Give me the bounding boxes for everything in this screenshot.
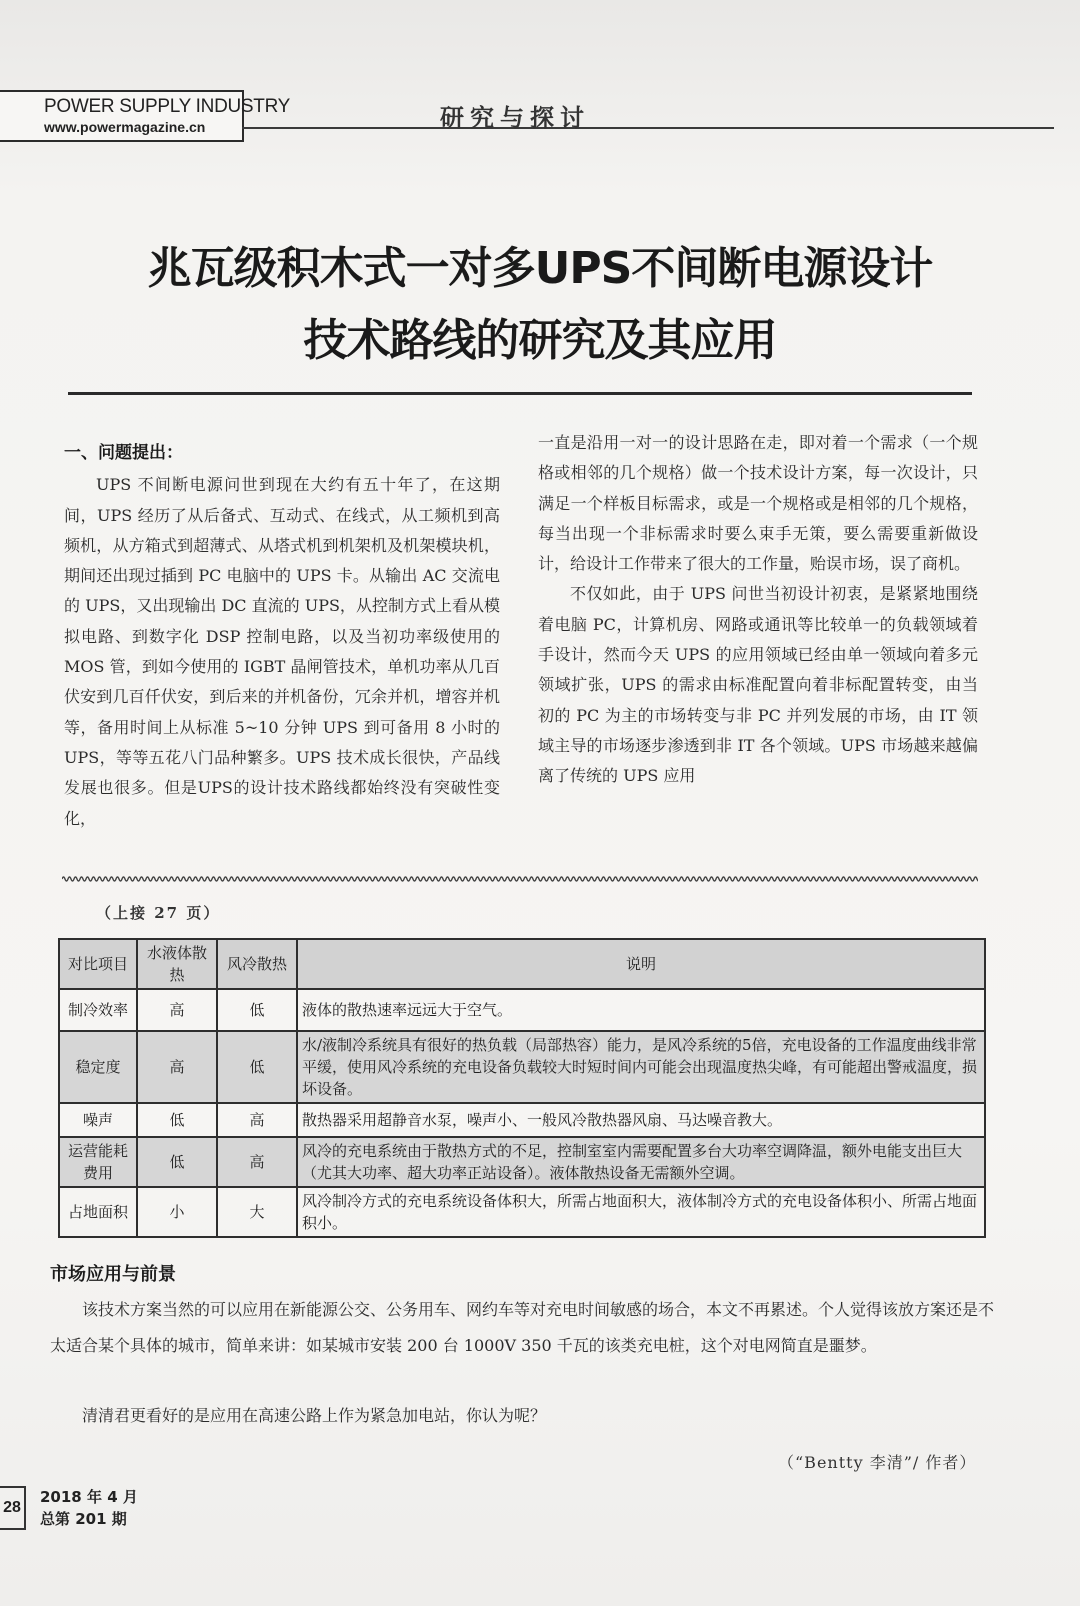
magazine-website: www.powermagazine.cn <box>44 119 206 135</box>
left-paragraph: UPS 不间断电源问世到现在大约有五十年了，在这期间，UPS 经历了从后备式、互动式、在线式，从工频机到高频机，从方箱式到超薄式、从塔式机到机架机及机架模块机，期间还出现过插到 PC 电脑中的 UPS 卡。从输出 AC 交流电的 UPS，又出现输出 DC 直流的 UPS，从控制方式上看从模拟电路、到数字化 DSP 控制电路，以及当初功率级使用的 MOS 管，到如今使用的 IGBT 晶闸管技术，单机功率从几百伏安到几百仟伏安，到后来的并机备份，冗余并机，增容并机等，备用时间上从标准 5~10 分钟 UPS 到可备用 8 小时的 UPS，等等五花八门品种繁多。UPS 技术成长很快，产品线发展也很多。但是UPS的设计技术路线都始终没有突破性变化， <box>64 475 500 828</box>
comparison-table <box>58 938 986 1238</box>
table-cell-air: 低 <box>217 1031 297 1103</box>
left-column <box>64 438 500 834</box>
market-paragraph-2 <box>50 1398 994 1434</box>
table-row <box>59 1137 985 1187</box>
issue-number: 总第 201 期 <box>40 1510 127 1528</box>
article-title-line1: 兆瓦级积木式一对多UPS不间断电源设计 <box>147 243 933 294</box>
table-header-air: 风冷散热 <box>217 939 297 989</box>
table-cell-desc: 液体的散热速率远远大于空气。 <box>297 989 985 1031</box>
table-cell-liquid: 小 <box>137 1187 217 1237</box>
table-cell-air: 大 <box>217 1187 297 1237</box>
table-row <box>59 989 985 1031</box>
market-paragraph-2-text: 清清君更看好的是应用在高速公路上作为紧急加电站，你认为呢？ <box>82 1406 547 1425</box>
table-cell-item: 稳定度 <box>59 1031 137 1103</box>
header-rule <box>242 127 1054 129</box>
table-row <box>59 1031 985 1103</box>
issue-date: 2018 年 4 月 <box>40 1488 138 1506</box>
table-cell-air: 低 <box>217 989 297 1031</box>
table-row <box>59 1103 985 1137</box>
table-cell-item: 占地面积 <box>59 1187 137 1237</box>
table-row <box>59 1187 985 1237</box>
title-rule <box>68 392 972 395</box>
continued-note: （上接 27 页） <box>96 904 221 922</box>
table-cell-liquid: 高 <box>137 1031 217 1103</box>
market-paragraph-1 <box>50 1292 994 1364</box>
author-credit: （“Bentty 李清”/ 作者） <box>778 1453 977 1472</box>
table-header-item: 对比项目 <box>59 939 137 989</box>
section-heading: 一、问题提出： <box>64 443 183 463</box>
article-title-line2: 技术路线的研究及其应用 <box>303 315 777 366</box>
market-heading: 市场应用与前景 <box>50 1264 176 1285</box>
right-paragraph-1: 一直是沿用一对一的设计思路在走，即对着一个需求（一个规格或相邻的几个规格）做一个技术设计方案，每一次设计，只满足一个样板目标需求，或是一个规格或是相邻的几个规格，每当出现一个非标需求时要么束手无策，要么需要重新做设计，给设计工作带来了很大的工作量，贻误市场，误了商机。 <box>538 433 978 574</box>
table-cell-item: 制冷效率 <box>59 989 137 1031</box>
table-cell-air: 高 <box>217 1137 297 1187</box>
table-header-liquid: 水液体散热 <box>137 939 217 989</box>
table-cell-desc: 风冷的充电系统由于散热方式的不足，控制室室内需要配置多台大功率空调降温，额外电能支出巨大（尤其大功率、超大功率正站设备）。液体散热设备无需额外空调。 <box>297 1137 985 1187</box>
right-paragraph-2: 不仅如此，由于 UPS 问世当初设计初衷，是紧紧地围绕着电脑 PC，计算机房、网路或通讯等比较单一的负载领域着手设计，然而今天 UPS 的应用领域已经由单一领域向着多元领域扩张，UPS 的需求由标准配置向着非标配置转变，由当初的 PC 为主的市场转变与非 PC 并列发展的市场，由 IT 领域主导的市场逐步渗透到非 IT 各个领域。UPS 市场越来越偏离了传统的 UPS 应用 <box>538 584 978 786</box>
market-paragraph-1-text: 该技术方案当然的可以应用在新能源公交、公务用车、网约车等对充电时间敏感的场合，本文不再累述。个人觉得该放方案还是不太适合某个具体的城市，简单来讲：如某城市安装 200 台 1000V 350 千瓦的该类充电桩，这个对电网简直是噩梦。 <box>50 1300 995 1355</box>
right-column <box>538 428 978 792</box>
table-cell-item: 噪声 <box>59 1103 137 1137</box>
table-cell-desc: 散热器采用超静音水泵，噪声小、一般风冷散热器风扇、马达噪音教大。 <box>297 1103 985 1137</box>
section-label: 研究与探讨 <box>440 103 590 132</box>
table-cell-item: 运营能耗费用 <box>59 1137 137 1187</box>
table-cell-air: 高 <box>217 1103 297 1137</box>
table-cell-liquid: 高 <box>137 989 217 1031</box>
table-cell-liquid: 低 <box>137 1137 217 1187</box>
wavy-divider <box>62 874 978 884</box>
table-header-desc: 说明 <box>297 939 985 989</box>
table-cell-liquid: 低 <box>137 1103 217 1137</box>
table-cell-desc: 水/液制冷系统具有很好的热负载（局部热容）能力，是风冷系统的5倍，充电设备的工作温度曲线非常平缓，使用风冷系统的充电设备负载较大时短时间内可能会出现温度热尖峰，有可能超出警戒温度，损坏设备。 <box>297 1031 985 1103</box>
page-number: 28 <box>0 1486 26 1530</box>
magazine-name: POWER SUPPLY INDUSTRY <box>44 96 291 117</box>
table-cell-desc: 风冷制冷方式的充电系统设备体积大，所需占地面积大，液体制冷方式的充电设备体积小、所需占地面积小。 <box>297 1187 985 1237</box>
